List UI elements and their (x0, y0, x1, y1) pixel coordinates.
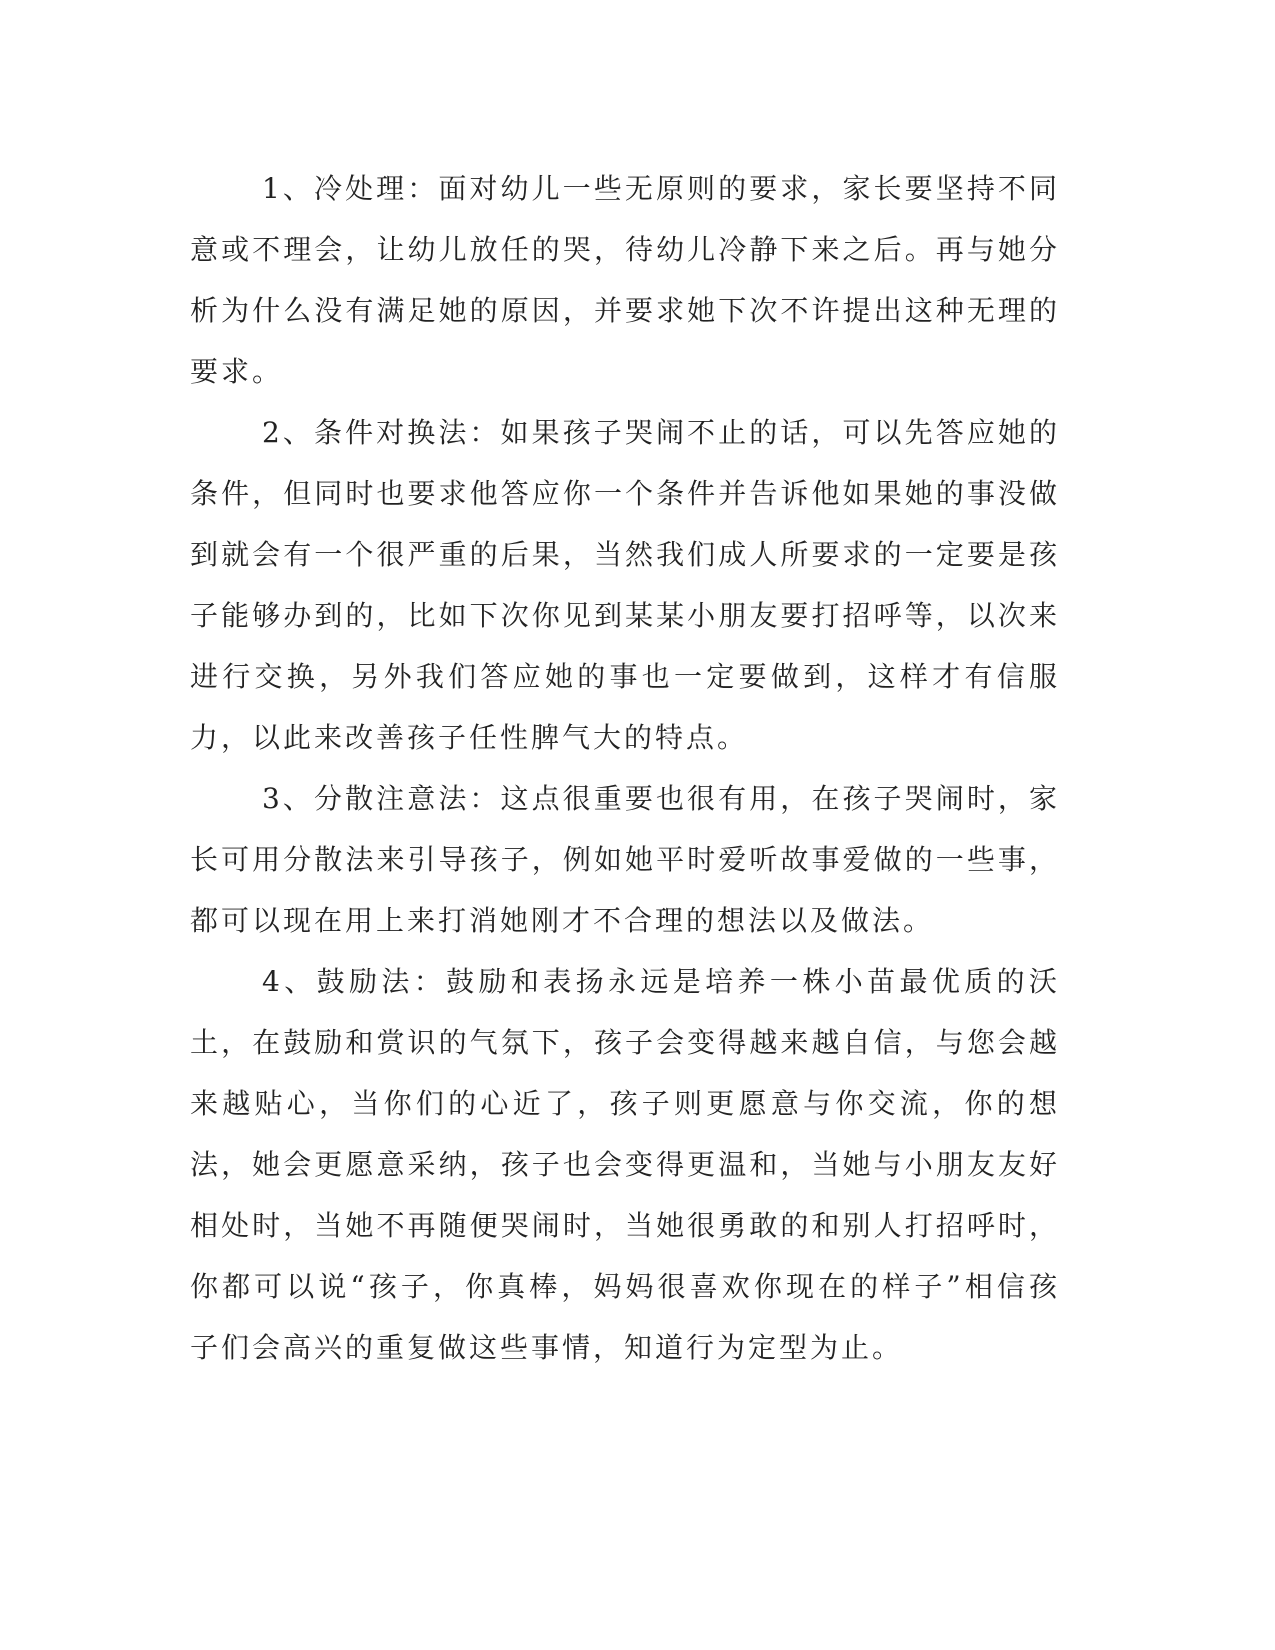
paragraph-condition-exchange: 2、条件对换法：如果孩子哭闹不止的话，可以先答应她的条件，但同时也要求他答应你一个条件并告诉他如果她的事没做到就会有一个很严重的后果，当然我们成人所要求的一定要是孩子能够办到的，比如下次你见到某某小朋友要打招呼等，以次来进行交换，另外我们答应她的事也一定要做到，这样才有信服力，以此来改善孩子任性脾气大的特点。 (190, 416, 1060, 754)
paragraph-distraction: 3、分散注意法：这点很重要也很有用，在孩子哭闹时，家长可用分散法来引导孩子，例如她平时爱听故事爱做的一些事，都可以现在用上来打消她刚才不合理的想法以及做法。 (190, 782, 1060, 937)
paragraph-cold-treatment: 1、冷处理：面对幼儿一些无原则的要求，家长要坚持不同意或不理会，让幼儿放任的哭，待幼儿冷静下来之后。再与她分析为什么没有满足她的原因，并要求她下次不许提出这种无理的要求。 (190, 172, 1060, 388)
document-body (190, 158, 1060, 1378)
paragraph-encouragement: 4、鼓励法：鼓励和表扬永远是培养一株小苗最优质的沃土，在鼓励和赏识的气氛下，孩子会变得越来越自信，与您会越来越贴心，当你们的心近了，孩子则更愿意与你交流，你的想法，她会更愿意采纳，孩子也会变得更温和，当她与小朋友友好相处时，当她不再随便哭闹时，当她很勇敢的和别人打招呼时，你都可以说“孩子，你真棒，妈妈很喜欢你现在的样子”相信孩子们会高兴的重复做这些事情，知道行为定型为止。 (190, 965, 1060, 1364)
